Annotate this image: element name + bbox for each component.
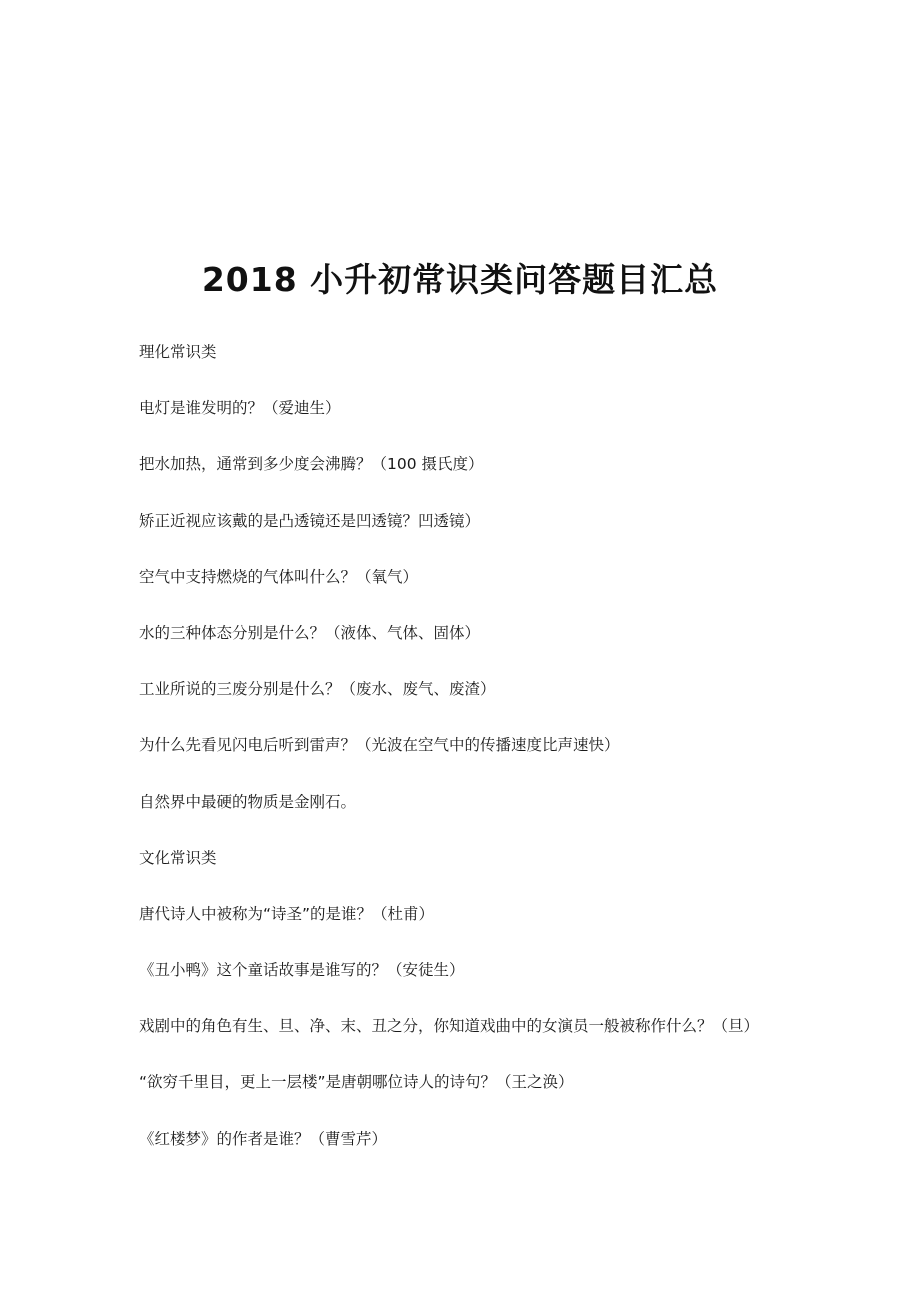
- qa-line: 工业所说的三废分别是什么？（废水、废气、废渣）: [139, 680, 496, 699]
- document-title: 2018 小升初常识类问答题目汇总: [201, 260, 719, 299]
- qa-line: 唐代诗人中被称为“诗圣”的是谁？（杜甫）: [139, 904, 435, 923]
- section-heading-culture: 文化常识类: [139, 848, 217, 867]
- qa-line: 把水加热，通常到多少度会沸腾？（100 摄氏度）: [139, 455, 484, 474]
- qa-line: 为什么先看见闪电后听到雷声？（光波在空气中的传播速度比声速快）: [139, 736, 620, 755]
- qa-line: “欲穷千里目，更上一层楼”是唐朝哪位诗人的诗句？（王之涣）: [139, 1073, 574, 1092]
- qa-line: 矫正近视应该戴的是凸透镜还是凹透镜？凹透镜）: [139, 511, 481, 530]
- qa-line: 《丑小鸭》这个童话故事是谁写的？（安徒生）: [139, 961, 465, 980]
- section-heading-science: 理化常识类: [139, 343, 217, 361]
- qa-line: 水的三种体态分别是什么？（液体、气体、固体）: [139, 623, 481, 642]
- document-body: [139, 340, 859, 1183]
- qa-line: 《红楼梦》的作者是谁？（曹雪芹）: [139, 1129, 388, 1148]
- qa-line: 空气中支持燃烧的气体叫什么？（氧气）: [139, 567, 419, 586]
- qa-line: 戏剧中的角色有生、旦、净、末、丑之分，你知道戏曲中的女演员一般被称作什么？（旦）: [139, 1017, 760, 1036]
- qa-line: 自然界中最硬的物质是金刚石。: [139, 792, 357, 811]
- qa-line: 电灯是谁发明的？（爱迪生）: [139, 399, 341, 418]
